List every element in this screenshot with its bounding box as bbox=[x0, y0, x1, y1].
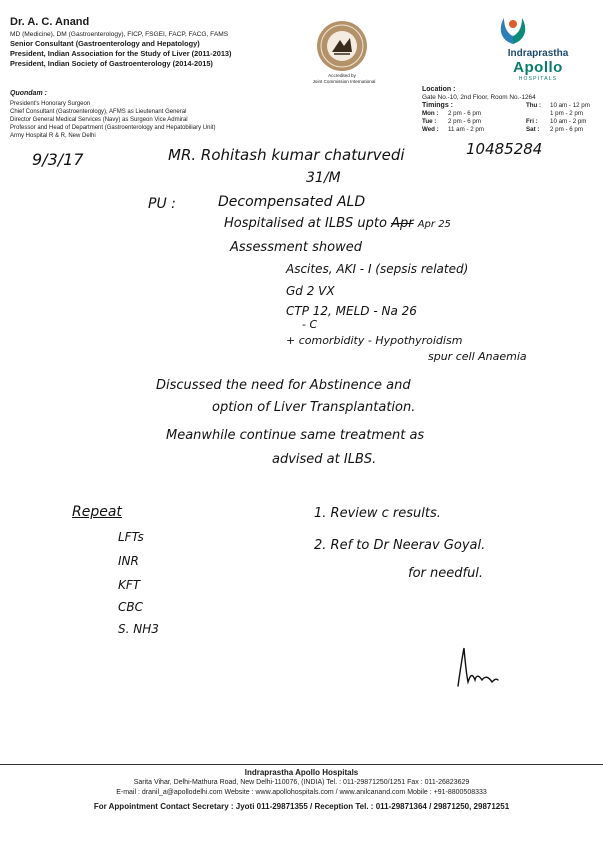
brand-hospitals: HOSPITALS bbox=[518, 76, 558, 82]
note-line: spur cell Anaemia bbox=[428, 350, 527, 363]
repeat-heading: Repeat bbox=[72, 504, 122, 520]
quondam-line: Army Hospital R & R, New Delhi bbox=[10, 133, 96, 139]
doctor-president-1: President, Indian Association for the Study of Liver (2011-2013) bbox=[10, 49, 232, 58]
footer-divider bbox=[0, 764, 603, 765]
timing-hours: 2 pm - 6 pm bbox=[550, 126, 584, 133]
repeat-test: CBC bbox=[118, 600, 143, 614]
timing-hours: 1 pm - 2 pm bbox=[550, 110, 584, 117]
repeat-test: S. NH3 bbox=[118, 622, 159, 636]
doctor-degrees: MD (Medicine), DM (Gastroenterology), FICP, FSGEI, FACP, FACG, FAMS bbox=[10, 31, 229, 38]
patient-age-sex: 31/M bbox=[306, 170, 341, 186]
doctor-title: Senior Consultant (Gastroenterology and Hepatology) bbox=[10, 39, 200, 48]
note-line: Assessment showed bbox=[230, 240, 362, 255]
visit-date: 9/3/17 bbox=[32, 150, 84, 169]
footer-hospital: Indraprastha Apollo Hospitals bbox=[244, 768, 359, 777]
apollo-logo-icon bbox=[490, 14, 536, 48]
note-line: - C bbox=[302, 318, 318, 331]
signature bbox=[452, 642, 502, 690]
timing-hours: 11 am - 2 pm bbox=[448, 126, 484, 133]
patient-name: MR. Rohitash kumar chaturvedi bbox=[168, 146, 405, 164]
patient-uhid: 10485284 bbox=[466, 140, 543, 158]
quondam-line: President's Honorary Surgeon bbox=[10, 101, 91, 107]
note-line: Gd 2 VX bbox=[286, 284, 335, 298]
advice-line: for needful. bbox=[408, 566, 484, 581]
note-text: Hospitalised at ILBS upto bbox=[224, 216, 387, 231]
advice-line: 1. Review c results. bbox=[314, 506, 441, 521]
timing-day: Thu : bbox=[526, 102, 542, 109]
footer-appointment: For Appointment Contact Secretary : Jyoti 011-29871355 / Reception Tel. : 011-29871364 / 29871250, 29871251 bbox=[93, 802, 510, 811]
timings-title: Timings : bbox=[422, 102, 453, 109]
discussion-line: Meanwhile continue same treatment as bbox=[166, 428, 425, 443]
brand-apollo: Apollo bbox=[513, 59, 563, 76]
doctor-president-2: President, Indian Society of Gastroenterology (2014-2015) bbox=[10, 59, 213, 68]
footer-address: Sarita Vihar, Delhi-Mathura Road, New Delhi-110076, (INDIA) Tel. : 011-29871250/1251 Fax : 011-26823629 bbox=[133, 779, 470, 786]
timing-row bbox=[422, 126, 598, 134]
timing-hours: 2 pm - 6 pm bbox=[448, 118, 482, 125]
timing-hours: 10 am - 12 pm bbox=[550, 102, 590, 109]
timing-row bbox=[422, 110, 598, 118]
location-detail: Gate No.-10, 2nd Floor, Room No.-1264 bbox=[422, 94, 536, 101]
repeat-test: KFT bbox=[118, 578, 141, 592]
timing-day: Sat : bbox=[526, 126, 540, 133]
jci-seal-icon bbox=[316, 20, 368, 72]
timing-hours: 2 pm - 6 pm bbox=[448, 110, 482, 117]
discussion-line: option of Liver Transplantation. bbox=[212, 400, 416, 415]
note-strike: Apr bbox=[391, 216, 414, 231]
timing-day: Fri : bbox=[526, 118, 538, 125]
repeat-test: LFTs bbox=[118, 530, 144, 544]
accreditor-name: Joint Commission International bbox=[312, 79, 376, 84]
repeat-test: INR bbox=[118, 554, 139, 568]
advice-line: 2. Ref to Dr Neerav Goyal. bbox=[314, 538, 486, 553]
doctor-name: Dr. A. C. Anand bbox=[10, 16, 90, 28]
note-line bbox=[224, 216, 451, 231]
timing-day: Wed : bbox=[422, 126, 439, 133]
timing-day: Tue : bbox=[422, 118, 437, 125]
quondam-line: Chief Consultant (Gastroenterology), AFMS as Lieutenant General bbox=[10, 109, 187, 115]
quondam-title: Quondam : bbox=[10, 90, 47, 97]
quondam-line: Director General Medical Services (Navy) as Surgeon Vice Admiral bbox=[10, 117, 188, 123]
note-line: + comorbidity - Hypothyroidism bbox=[286, 334, 463, 347]
timing-hours: 10 am - 2 pm bbox=[550, 118, 587, 125]
note-text: Apr 25 bbox=[417, 219, 451, 230]
note-line: Decompensated ALD bbox=[218, 194, 366, 210]
timing-day: Mon : bbox=[422, 110, 439, 117]
footer-contact: E-mail : dranil_a@apollodelhi.com Website : www.apollohospitals.com / www.anilcanand.com Mobile : +91-8800508333 bbox=[116, 789, 487, 796]
timing-row bbox=[422, 118, 598, 126]
pu-label: PU : bbox=[148, 196, 176, 212]
note-line: CTP 12, MELD - Na 26 bbox=[286, 304, 417, 318]
discussion-line: advised at ILBS. bbox=[272, 452, 377, 467]
note-line: Ascites, AKI - I (sepsis related) bbox=[286, 262, 469, 276]
timing-row bbox=[422, 102, 598, 110]
brand-indraprastha: Indraprastha bbox=[507, 48, 569, 59]
quondam-line: Professor and Head of Department (Gastroenterology and Hepatobiliary Unit) bbox=[10, 125, 216, 131]
location-title: Location : bbox=[422, 86, 456, 93]
discussion-line: Discussed the need for Abstinence and bbox=[156, 378, 411, 393]
accredited-by: Accredited by bbox=[328, 73, 356, 78]
